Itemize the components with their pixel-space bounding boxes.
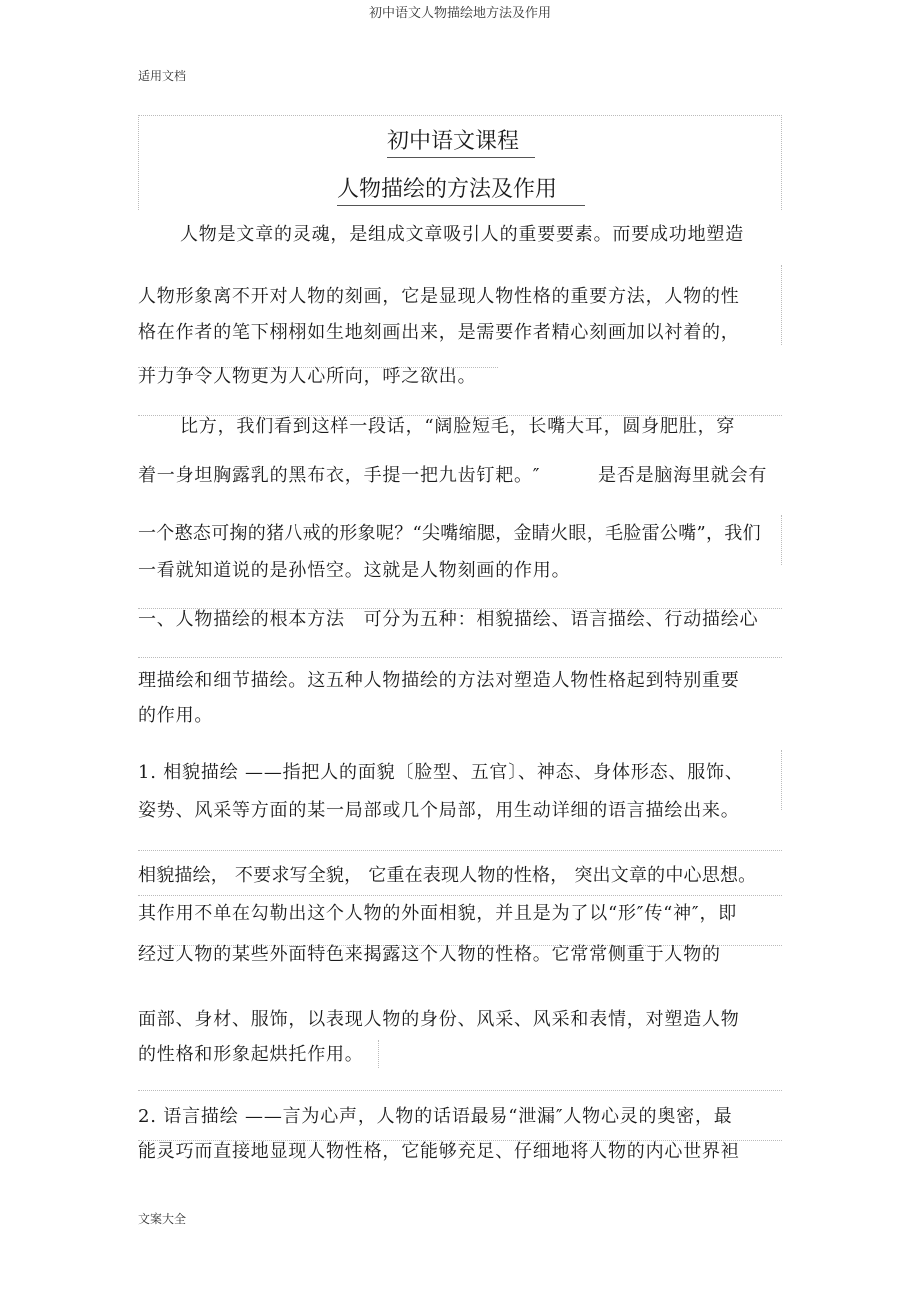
subsection-heading: 1. 相貌描绘 ——指把人的面貌〔脸型、五官〕、神态、身体形态、服饰、 [138, 762, 744, 783]
footer-label: 文案大全 [138, 1212, 187, 1226]
text-line: 着一身坦胸露乳的黑布衣，手提一把九齿钉耙。″ [138, 465, 541, 486]
text-line: 人物是文章的灵魂，是组成文章吸引人的重要要素。而要成功地塑造 [180, 224, 744, 245]
text-line: 的作用。 [138, 705, 214, 726]
frame-line [781, 750, 782, 810]
text-line: 理描绘和细节描绘。这五种人物描绘的方法对塑造人物性格起到特别重要 [138, 670, 740, 691]
frame-line [781, 115, 782, 210]
frame-line [138, 115, 139, 210]
frame-line [781, 265, 782, 345]
text-line: 一看就知道说的是孙悟空。这就是人物刻画的作用。 [138, 560, 571, 581]
text-line: 并力争令人物更为人心所向，呼之欲出。 [138, 366, 477, 387]
subsection-heading: 2. 语言描绘 ——言为心声，人物的话语最易“泄漏″人物心灵的奥密，最 [138, 1106, 733, 1127]
text-line: 其作用不单在勾勒出这个人物的外面相貌，并且是为了以“形″传“神″，即 [138, 903, 738, 924]
text-line: 姿势、风采等方面的某一局部或几个局部，用生动详细的语言描绘出来。 [138, 800, 740, 821]
text-line: 相貌描绘， 不要求写全貌， 它重在表现人物的性格， 突出文章的中心思想。 [138, 865, 757, 886]
frame-line [378, 1040, 379, 1068]
frame-line [138, 1090, 782, 1091]
frame-line [138, 895, 782, 896]
text-line: 经过人物的某些外面特色来揭露这个人物的性格。它常常侧重于人物的 [138, 944, 721, 965]
text-line: 一个憨态可掬的猪八戒的形象呢？“尖嘴缩腮，金睛火眼，毛脸雷公嘴”，我们 [138, 523, 761, 544]
page-header: 初中语文人物描绘地方法及作用 [368, 6, 551, 21]
text-line: 是否是脑海里就会有 [598, 465, 768, 486]
course-title: 初中语文课程 [387, 124, 535, 158]
top-label: 适用文档 [138, 69, 187, 83]
frame-line [138, 657, 782, 658]
frame-line [138, 850, 782, 851]
frame-line [138, 115, 782, 116]
text-line: 格在作者的笔下栩栩如生地刻画出来，是需要作者精心刻画加以衬着的， [138, 322, 740, 343]
text-line: 能灵巧而直接地显现人物性格，它能够充足、仔细地将人物的内心世界袒 [138, 1141, 740, 1162]
text-line: 面部、身材、服饰，以表现人物的身份、风采、风采和表情，对塑造人物 [138, 1009, 740, 1030]
text-line: 的性格和形象起烘托作用。 [138, 1044, 364, 1065]
text-line: 人物形象离不开对人物的刻画，它是显现人物性格的重要方法，人物的性 [138, 286, 740, 307]
frame-line [781, 515, 782, 565]
page-title: 人物描绘的方法及作用 [337, 172, 585, 206]
section-heading: 一、人物描绘的根本方法 可分为五种：相貌描绘、语言描绘、行动描绘心 [138, 609, 759, 630]
text-line: 比方，我们看到这样一段话，“阔脸短毛，长嘴大耳，圆身肥肚，穿 [180, 416, 736, 437]
